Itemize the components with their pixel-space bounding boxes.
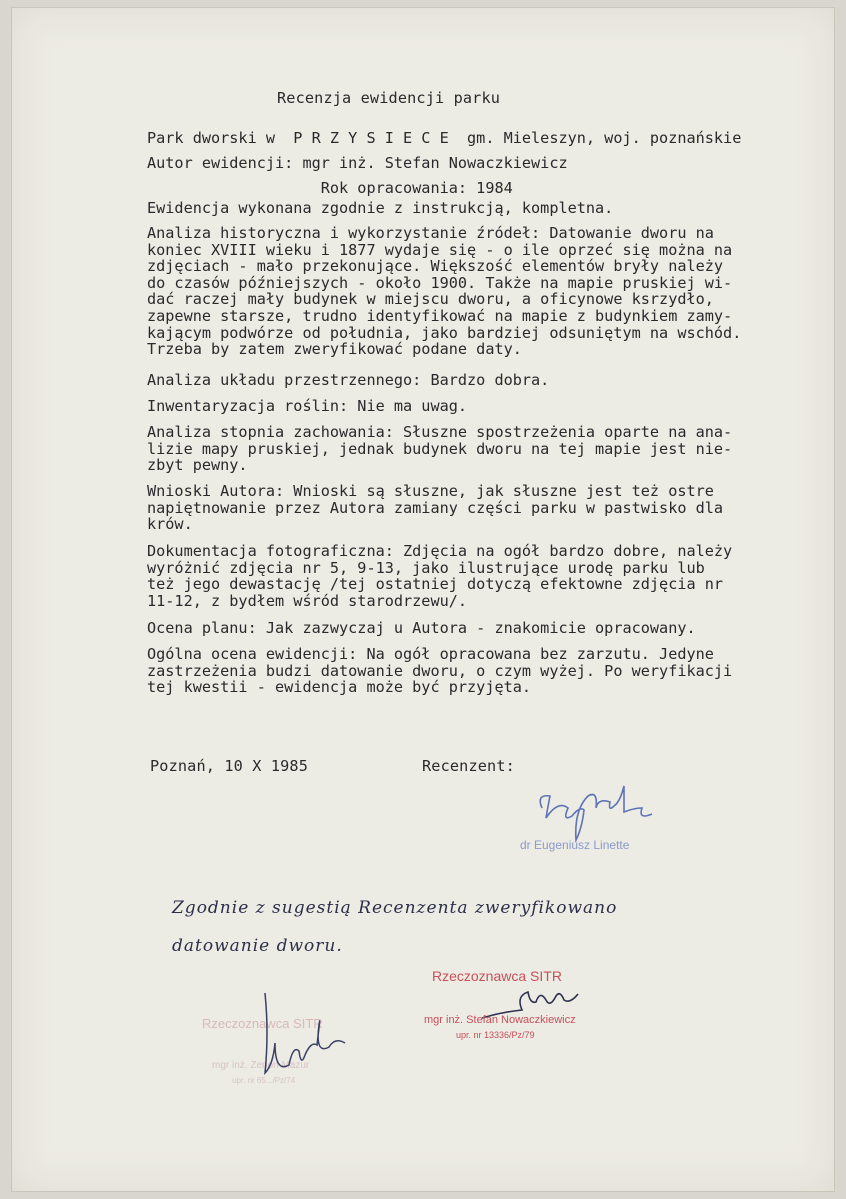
stamp-left-signature bbox=[227, 983, 387, 1093]
paragraph bbox=[147, 483, 837, 533]
paragraph-line: Wnioski Autora: Wnioski są słuszne, jak słuszne jest też ostre bbox=[147, 482, 714, 500]
paragraph bbox=[147, 225, 837, 358]
document-page bbox=[12, 8, 834, 1191]
paragraph bbox=[147, 424, 837, 474]
paragraph-line: lizie mapy pruskiej, jednak budynek dworu na tej mapie jest nie- bbox=[147, 439, 733, 458]
reviewer-label: Recenzent: bbox=[422, 757, 515, 775]
document-title: Recenzja ewidencji parku bbox=[277, 89, 501, 107]
paragraph-line: wyróżnić zdjęcia nr 5, 9-13, jako ilustrujące urodę parku lub bbox=[147, 558, 705, 577]
header-line: Park dworski w P R Z Y S I E C E gm. Mieleszyn, woj. poznańskie bbox=[147, 129, 742, 147]
reviewer-name-stamp: dr Eugeniusz Linette bbox=[520, 838, 630, 852]
paragraph-line: Analiza stopnia zachowania: Słuszne spostrzeżenia oparte na ana- bbox=[147, 423, 733, 441]
paragraph-line: krów. bbox=[147, 515, 193, 534]
paragraph-line: Ocena planu: Jak zazwyczaj u Autora - znakomicie opracowany. bbox=[147, 619, 696, 637]
stamp-right-title: Rzeczoznawca SITR bbox=[432, 968, 562, 984]
paragraph bbox=[147, 646, 837, 696]
paragraph-line: też jego dewastację /tej ostatniej dotyczą efektowne zdjęcia nr bbox=[147, 575, 724, 594]
paragraph bbox=[147, 200, 837, 217]
header-line: Autor ewidencji: mgr inż. Stefan Nowaczkiewicz bbox=[147, 154, 568, 172]
paragraph bbox=[147, 372, 837, 389]
stamp-right-number: upr. nr 13336/Pz/79 bbox=[456, 1030, 535, 1040]
paragraph-line: do czasów późniejszych - około 1900. Także na mapie pruskiej wi- bbox=[147, 273, 733, 292]
paragraph-line: dać raczej mały budynek w miejscu dworu, a oficynowe ksrzydło, bbox=[147, 290, 714, 309]
stamp-right-name: mgr inż. Stefan Nowaczkiewicz bbox=[424, 1014, 576, 1026]
place-date: Poznań, 10 X 1985 bbox=[150, 757, 308, 775]
paragraph-line: tej kwestii - ewidencja może być przyjęta. bbox=[147, 678, 532, 697]
paragraph-line: zastrzeżenia budzi datowanie dworu, o czym wyżej. Po weryfikacji bbox=[147, 661, 733, 680]
paragraph-line: Trzeba by zatem zweryfikować podane daty. bbox=[147, 340, 522, 359]
paragraph-line: Analiza układu przestrzennego: Bardzo dobra. bbox=[147, 371, 550, 389]
handwritten-note-line: Zgodnie z sugestią Recenzenta zweryfikowano bbox=[172, 898, 618, 918]
stamp-left-number: upr. nr 65.../Pz/74 bbox=[232, 1076, 296, 1085]
stamp-left-title: Rzeczoznawca SITR bbox=[202, 1016, 323, 1031]
header-block bbox=[147, 126, 837, 201]
paragraph bbox=[147, 543, 837, 609]
paragraph bbox=[147, 398, 837, 415]
paragraph-line: napiętnowanie przez Autora zamiany części parku w pastwisko dla bbox=[147, 498, 724, 517]
paragraph-line: Ewidencja wykonana zgodnie z instrukcją, kompletna. bbox=[147, 199, 614, 217]
handwritten-note-line: datowanie dworu. bbox=[172, 936, 343, 956]
paragraph-line: zdjęciach - mało przekonujące. Większość elementów bryły należy bbox=[147, 257, 724, 276]
paragraph-line: Ogólna ocena ewidencji: Na ogół opracowana bez zarzutu. Jedyne bbox=[147, 645, 714, 663]
paragraph-line: 11-12, z bydłem wśród starodrzewu/. bbox=[147, 591, 468, 610]
stamp-left-name: mgr inż. Zenon Mazur bbox=[212, 1060, 310, 1071]
paragraph-line: zbyt pewny. bbox=[147, 456, 248, 475]
paragraph-line: kającym podwórze od południa, jako bardziej odsuniętym na wschód. bbox=[147, 323, 742, 342]
header-line: Rok opracowania: 1984 bbox=[147, 179, 513, 197]
paragraph-line: Inwentaryzacja roślin: Nie ma uwag. bbox=[147, 397, 468, 415]
paragraph bbox=[147, 620, 837, 637]
paragraph-line: Analiza historyczna i wykorzystanie źródeł: Datowanie dworu na bbox=[147, 224, 714, 242]
paragraph-line: koniec XVIII wieku i 1877 wydaje się - o ile oprzeć się można na bbox=[147, 240, 733, 259]
paragraph-line: Dokumentacja fotograficzna: Zdjęcia na ogół bardzo dobre, należy bbox=[147, 542, 733, 560]
paragraph-line: zapewne starsze, trudno identyfikować na mapie z budynkiem zamy- bbox=[147, 306, 733, 325]
